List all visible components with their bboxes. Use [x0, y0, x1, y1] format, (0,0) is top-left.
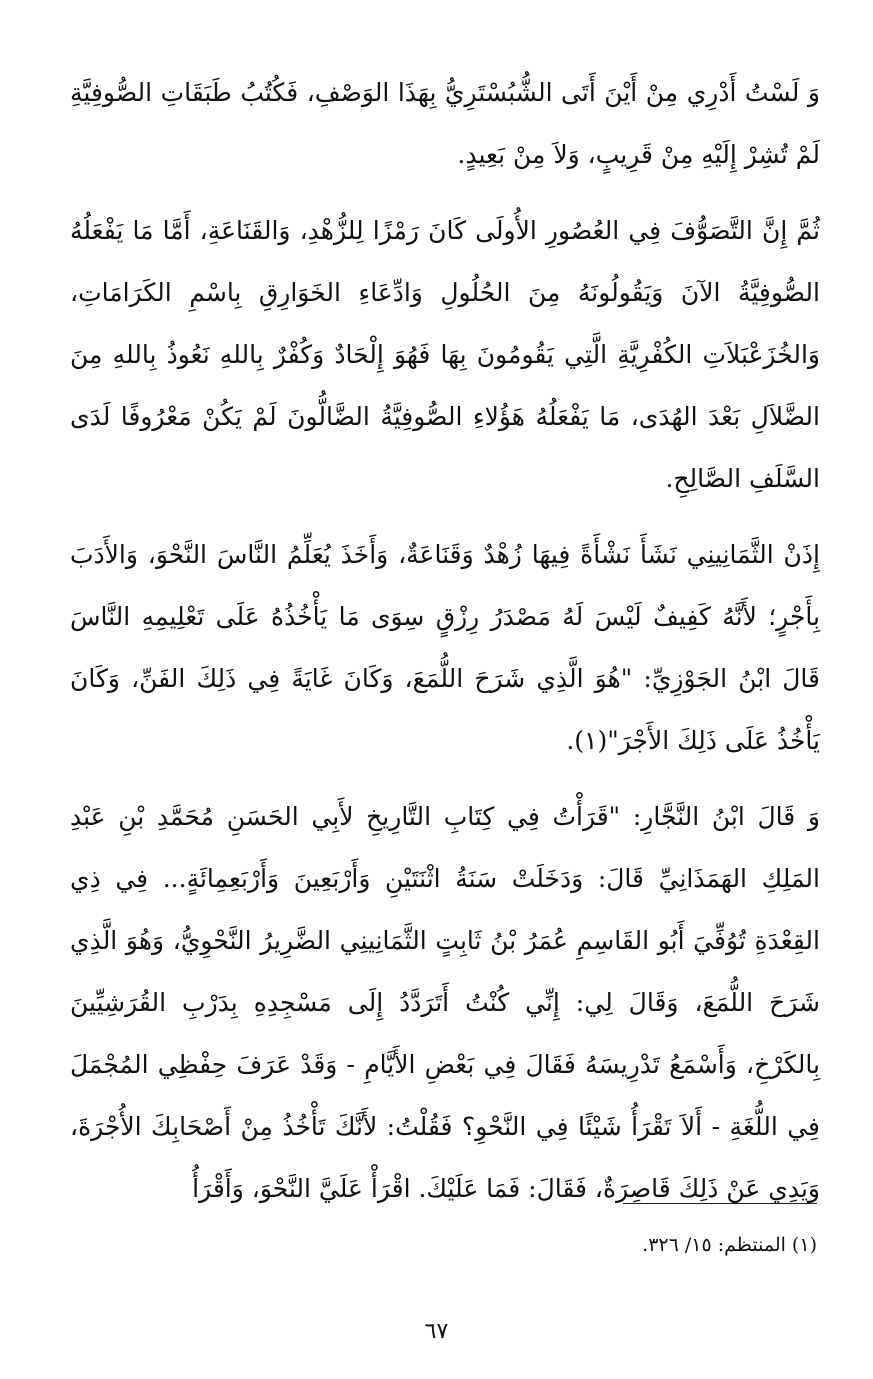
- paragraph-3: إِذَنْ الثَّمَانِينِي نَشَأَ نَشْأَةً فِيهَا زُهْدٌ وَقَنَاعَةٌ، وَأَخَذَ يُعَلِّمُ النَّاسَ النَّحْوَ، وَالأَدَبَ بِأَجْرٍ؛ لأَنَّهُ كَفِيفٌ لَيْسَ لَهُ مَصْدَرُ رِزْقٍ سِوَى مَا يَأْخُذُهُ عَلَى تَعْلِيمِهِ النَّاسَ قَالَ ابْنُ الجَوْزِيِّ: "هُوَ الَّذِي شَرَحَ اللُّمَعَ، وَكَانَ غَايَةً فِي ذَلِكَ الفَنِّ، وَكَانَ يَأْخُذُ عَلَى ذَلِكَ الأَجْرَ"(١).: [70, 540, 820, 755]
- page-number: ٦٧: [424, 1319, 449, 1344]
- footnote-divider: [623, 1203, 817, 1204]
- paragraph-1: وَ لَسْتُ أَدْرِي مِنْ أَيْنَ أَتَى الشُّبُسْتَرِيُّ بِهَذَا الوَصْفِ، فَكُتُبُ طَبَقَاتِ الصُّوفِيَّةِ لَمْ تُشِرْ إِلَيْهِ مِنْ قَرِيبٍ، وَلاَ مِنْ بَعِيدٍ.: [70, 78, 820, 169]
- footnote: (١) المنتظم: ١٥/ ٣٢٦.: [642, 1234, 817, 1256]
- paragraph-2: ثُمَّ إِنَّ التَّصَوُّفَ فِي العُصُورِ الأُولَى كَانَ رَمْزًا لِلزُّهْدِ، وَالقَنَاعَةِ، أَمَّا مَا يَفْعَلُهُ الصُّوفِيَّةُ الآنَ وَيَقُولُونَهُ مِنَ الحُلُولِ وَادِّعَاءِ الخَوَارِقِ بِاسْمِ الكَرَامَاتِ، وَالخُزَعْبَلاَتِ الكُفْرِيَّةِ الَّتِي يَقُومُونَ بِهَا فَهُوَ إِلْحَادٌ وَكُفْرٌ بِاللهِ نَعُوذُ بِاللهِ مِنَ الضَّلاَلِ بَعْدَ الهُدَى، مَا يَفْعَلُهُ هَؤُلاءِ الصُّوفِيَّةُ الضَّالُّونَ لَمْ يَكُنْ مَعْرُوفًا لَدَى السَّلَفِ الصَّالِحِ.: [70, 216, 820, 493]
- paragraph-4: وَ قَالَ ابْنُ النَّجَّارِ: "قَرَأْتُ فِي كِتَابِ التَّارِيخِ لأَبِي الحَسَنِ مُحَمَّدِ بْنِ عَبْدِ المَلِكِ الهَمَذَانِيِّ قَالَ: وَدَخَلَتْ سَنَةُ اثْنَتَيْنِ وَأَرْبَعِينَ وَأَرْبَعِمِائَةٍ... فِي ذِي القِعْدَةِ تُوُفِّيَ أَبُو القَاسِمِ عُمَرُ بْنُ ثَابِتٍ الثَّمَانِينِي الضَّرِيرُ النَّحْوِيُّ، وَهُوَ الَّذِي شَرَحَ اللُّمَعَ، وَقَالَ لِي: إِنِّي كُنْتُ أَتَرَدَّدُ إِلَى مَسْجِدِهِ بِدَرْبِ القُرَشِيِّينَ بِالكَرْخِ، وَأَسْمَعُ تَدْرِيسَهُ فَقَالَ فِي بَعْضِ الأَيَّامِ - وَقَدْ عَرَفَ حِفْظِي المُجْمَلَ فِي اللُّغَةِ - أَلاَ تَقْرَأُ شَيْئًا فِي النَّحْوِ؟ فَقُلْتُ: لأَنَّكَ تَأْخُذُ مِنْ أَصْحَابِكَ الأُجْرَةَ، وَيَدِي عَنْ ذَلِكَ قَاصِرَةٌ، فَقَالَ: فَمَا عَلَيْكَ. اقْرَأْ عَلَيَّ النَّحْوَ، وَأَقْرَأُ: [70, 802, 820, 1203]
- body-text: [70, 62, 820, 1234]
